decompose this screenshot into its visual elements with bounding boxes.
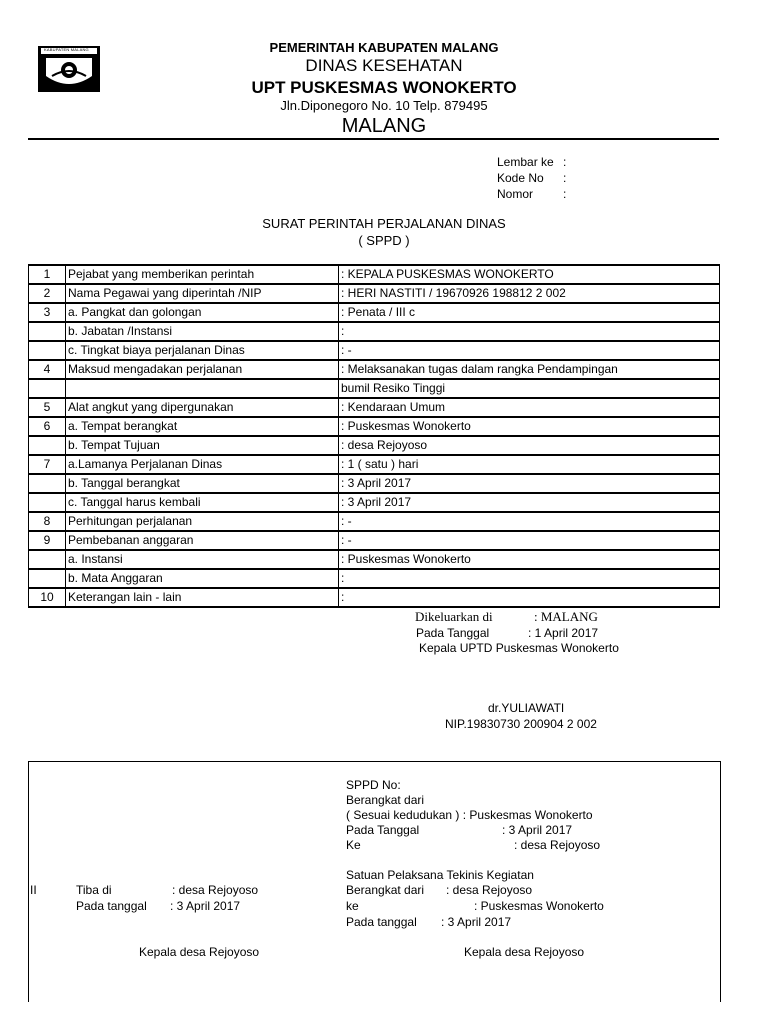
row-value: : — [339, 569, 720, 588]
table-row — [29, 512, 720, 531]
row-label: Pejabat yang memberikan perintah — [66, 265, 339, 284]
row-label: Maksud mengadakan perjalanan — [66, 360, 339, 379]
issued-date-value: : 1 April 2017 — [528, 626, 599, 640]
meta-value: : — [563, 187, 567, 201]
row-label: b. Jabatan /Instansi — [66, 322, 339, 341]
row-no — [29, 493, 66, 512]
row-value: : KEPALA PUSKESMAS WONOKERTO — [339, 265, 720, 284]
box-kepala-right: Kepala desa Rejoyoso — [464, 945, 585, 959]
table-row — [29, 303, 720, 322]
table-row — [29, 531, 720, 550]
meta-label: Lembar ke — [497, 155, 554, 169]
row-no: 10 — [29, 588, 66, 607]
row-no: 6 — [29, 417, 66, 436]
table-row — [29, 474, 720, 493]
box-pada-tanggal-value: : 3 April 2017 — [502, 823, 573, 837]
row-no: 1 — [29, 265, 66, 284]
document-title: SURAT PERINTAH PERJALANAN DINAS — [262, 216, 506, 231]
header-divider — [28, 138, 719, 140]
row-value: : Melaksanakan tugas dalam rangka Pendampingan — [339, 360, 720, 379]
box-pada-tanggal-label: Pada Tanggal — [346, 823, 420, 837]
table-row — [29, 284, 720, 303]
row-no: 2 — [29, 284, 66, 303]
header-line3: UPT PUSKESMAS WONOKERTO — [251, 78, 517, 97]
document-subtitle: ( SPPD ) — [358, 233, 410, 248]
header-city: MALANG — [341, 115, 427, 137]
row-no: 4 — [29, 360, 66, 379]
row-value: : - — [339, 512, 720, 531]
row-value: : — [339, 322, 720, 341]
box-tiba-label: Tiba di — [76, 883, 112, 897]
box-ke2-label: ke — [346, 899, 359, 913]
row-label: Perhitungan perjalanan — [66, 512, 339, 531]
logo-text: KABUPATEN MALANG — [44, 47, 89, 52]
meta-lembar — [497, 155, 566, 169]
box-sesuai: ( Sesuai kedudukan ) : Puskesmas Wonokerto — [346, 808, 593, 822]
meta-nomor — [497, 187, 566, 201]
row-no: 5 — [29, 398, 66, 417]
row-value: : 1 ( satu ) hari — [339, 455, 720, 474]
row-value: : - — [339, 341, 720, 360]
header-line1: PEMERINTAH KABUPATEN MALANG — [269, 40, 499, 55]
signatory-nip: NIP.19830730 200904 2 002 — [445, 717, 597, 731]
row-label: a. Pangkat dan golongan — [66, 303, 339, 322]
issued-date-label: Pada Tanggal — [416, 626, 490, 640]
row-label: Keterangan lain - lain — [66, 588, 339, 607]
table-row — [29, 379, 720, 398]
header-line2: DINAS KESEHATAN — [305, 56, 463, 75]
table-row — [29, 588, 720, 607]
issued-place-value: : MALANG — [534, 609, 598, 624]
meta-value: : — [563, 171, 567, 185]
row-value: : Kendaraan Umum — [339, 398, 720, 417]
box-pada-tanggal3-label: Pada tanggal — [346, 915, 417, 929]
row-value: : - — [339, 531, 720, 550]
row-value: : 3 April 2017 — [339, 493, 720, 512]
table-row — [29, 398, 720, 417]
row-label — [66, 379, 339, 398]
row-no — [29, 379, 66, 398]
table-row — [29, 569, 720, 588]
meta-kode — [497, 171, 566, 185]
box-tiba-value: : desa Rejoyoso — [172, 883, 259, 897]
row-no — [29, 474, 66, 493]
row-label: c. Tingkat biaya perjalanan Dinas — [66, 341, 339, 360]
table-row — [29, 417, 720, 436]
table-row — [29, 436, 720, 455]
table-row — [29, 550, 720, 569]
table-row — [29, 493, 720, 512]
row-value: : 3 April 2017 — [339, 474, 720, 493]
box-roman: II — [30, 883, 37, 897]
table-row — [29, 341, 720, 360]
box-pada-tanggal3-value: : 3 April 2017 — [441, 915, 512, 929]
meta-value: : — [563, 155, 567, 169]
box-ke-label: Ke — [346, 838, 361, 852]
row-value: : desa Rejoyoso — [339, 436, 720, 455]
box-sppd-no: SPPD No: — [346, 778, 401, 792]
table-row — [29, 455, 720, 474]
row-no: 7 — [29, 455, 66, 474]
box-satuan: Satuan Pelaksana Tekinis Kegiatan — [346, 868, 534, 882]
row-no: 9 — [29, 531, 66, 550]
box-berangkat2-value: : desa Rejoyoso — [446, 883, 533, 897]
row-no — [29, 436, 66, 455]
row-no — [29, 569, 66, 588]
box-pada-tanggal2-label: Pada tanggal — [76, 899, 147, 913]
issued-position: Kepala UPTD Puskesmas Wonokerto — [419, 641, 619, 655]
row-value: : HERI NASTITI / 19670926 198812 2 002 — [339, 284, 720, 303]
row-value: bumil Resiko Tinggi — [339, 379, 720, 398]
box-ke-value: : desa Rejoyoso — [514, 838, 601, 852]
table-row — [29, 322, 720, 341]
row-label: a.Lamanya Perjalanan Dinas — [66, 455, 339, 474]
box-kepala-left: Kepala desa Rejoyoso — [139, 945, 260, 959]
row-value: : — [339, 588, 720, 607]
table-row — [29, 360, 720, 379]
row-label: Alat angkut yang dipergunakan — [66, 398, 339, 417]
meta-label: Kode No — [497, 171, 544, 185]
sppd-table — [28, 264, 720, 608]
box-berangkat2-label: Berangkat dari — [346, 883, 425, 897]
row-value: : Puskesmas Wonokerto — [339, 550, 720, 569]
row-no: 8 — [29, 512, 66, 531]
header-address: Jln.Diponegoro No. 10 Telp. 879495 — [280, 98, 488, 113]
row-label: a. Tempat berangkat — [66, 417, 339, 436]
row-no — [29, 341, 66, 360]
row-label: a. Instansi — [66, 550, 339, 569]
row-label: Pembebanan anggaran — [66, 531, 339, 550]
row-no: 3 — [29, 303, 66, 322]
box-berangkat-dari: Berangkat dari — [346, 793, 425, 807]
meta-label: Nomor — [497, 187, 534, 201]
row-label: b. Tempat Tujuan — [66, 436, 339, 455]
box-pada-tanggal2-value: : 3 April 2017 — [170, 899, 241, 913]
row-label: b. Tanggal berangkat — [66, 474, 339, 493]
signatory-name: dr.YULIAWATI — [488, 701, 565, 715]
row-label: Nama Pegawai yang diperintah /NIP — [66, 284, 339, 303]
row-label: b. Mata Anggaran — [66, 569, 339, 588]
box-ke2-value: : Puskesmas Wonokerto — [474, 899, 604, 913]
row-value: : Puskesmas Wonokerto — [339, 417, 720, 436]
table-row — [29, 265, 720, 284]
row-value: : Penata / III c — [339, 303, 720, 322]
row-no — [29, 322, 66, 341]
row-no — [29, 550, 66, 569]
issued-place-label: Dikeluarkan di — [415, 609, 493, 624]
row-label: c. Tanggal harus kembali — [66, 493, 339, 512]
